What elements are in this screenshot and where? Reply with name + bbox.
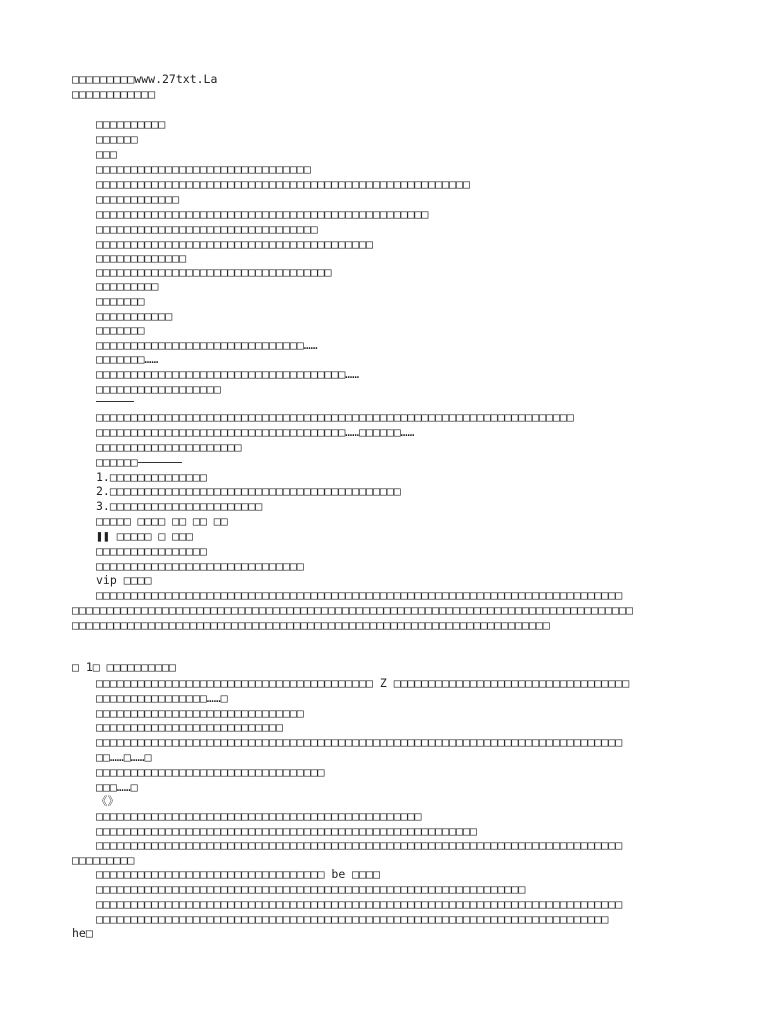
text-line: □□□□□□□□□□□□□□□□□□□□□□□□□□□ — [96, 720, 283, 734]
text-line: □□□□□□□□□□□□□□□□□□□□□□□□□□□□□□□□□□□□□□□□ — [96, 237, 373, 251]
text-line: □□□□□□□□□□□□□□□□□□□□□□□□□□□□□□□□□□□□□□□□□□□□□□□□□□□□□□□□□□□□□□ — [96, 882, 526, 896]
dash-prefix: □□□□□□ — [96, 455, 138, 469]
text-line: □□□□□□□□□ — [96, 279, 159, 293]
doc-header-source: □□□□□□□□□www.27txt.La — [72, 72, 218, 86]
text-line: □□□□□□□□□□□□□□□□□□□□□□□□□□□□□□□ — [96, 162, 311, 176]
text-line: □□□□□□□ — [96, 294, 145, 308]
text-line: □□□□□□□□□□□□□□□□□□□□□□□□□□□□□□□□□□□□…… — [96, 367, 360, 381]
text-line: □□□□□□□ — [96, 323, 145, 337]
text-line-with-dash — [96, 455, 182, 470]
paragraph-line: □□……□……□ — [96, 750, 152, 764]
text-line: □□□□□□□□□□□□□□□□□□□□□□□□□□□□□□□□□□□□□□□□□□□□□□□ — [96, 809, 422, 823]
text-line: □□□□□□□□□□□□ — [96, 192, 180, 206]
dash-rule — [138, 462, 182, 463]
numbered-item: 3.□□□□□□□□□□□□□□□□□□□□□□ — [96, 499, 263, 513]
text-line: □□□□□□□□□□□□□□□□□□□□□□□□□□□□□□□□□□□□□□□□□□□□□□□□□□□□□□□ — [96, 824, 477, 838]
numbered-item: 2.□□□□□□□□□□□□□□□□□□□□□□□□□□□□□□□□□□□□□□□□□□ — [96, 484, 401, 498]
divider-rule — [96, 394, 134, 409]
text-line: □□□□□□□…… — [96, 352, 159, 366]
text-line: □□□□□□□□□□□□□□□□ — [96, 544, 207, 558]
text-line: □□□□□□□□□□□□□□□□□□□□□□□□□□□□□□□□ — [96, 222, 318, 236]
paragraph-line: □□□□□□□□□ — [72, 853, 135, 867]
text-line: □□□□□□□□□□□□□□□□□□□□□□□□□□□□□□□□□□□□□□□□□□□□□□□□□□□□□□ — [96, 177, 470, 191]
text-line: □□□□□□□□□□□□□□□□□□□□□□□□□□□□□□□□□□□□□□□□ Z □□□□□□□□□□□□□□□□□□□□□□□□□□□□□□□□□□ — [96, 676, 630, 690]
text-line: □□□□□□□□□□□□□□□□□□□□□□□□□□□□□□□□□□□□□□□□□□□□□□□□ — [96, 207, 429, 221]
text-line: □□□□□□□□□□ — [96, 117, 166, 131]
paragraph-line: □□□□□□□□□□□□□□□□□□□□□□□□□□□□□□□□□□□□□□□□□□□□□□□□□□□□□□□□□□□□□□□□□□□□□□□□□□ — [96, 912, 609, 926]
text-line: □□□□□□□□□□□□□□□□□□ — [96, 382, 221, 396]
pause-row-text: □□□□□ □ □□□ — [109, 529, 193, 543]
text-line: □□□□□□□□□□□□□□□□□□□□□□□□□□□□□□…… — [96, 338, 318, 352]
text-line: □□□□□□□□□□□□□□□□□□□□□□□□□□□□□□□□□□ — [96, 265, 332, 279]
text-line: □□□ — [96, 147, 117, 161]
numbered-item: 1.□□□□□□□□□□□□□□ — [96, 470, 207, 484]
text-line: □□□□□□□□□□□□□□□□□□□□□□□□□□□□□□ — [96, 559, 304, 573]
text-line: □□□□□□□□□□□□□□□□□□□□□□□□□□□□□□ — [96, 706, 304, 720]
text-line: □□□□□□□□□□□□□□□□□□□□□□□□□□□□□□□□□□□□□□□□□□□□□□□□□□□□□□□□□□□□□□□□□□□□□□□□□□□□ — [96, 897, 623, 911]
paragraph-line: □□□□□□□□□□□□□□□□□□□□□□□□□□□□□□□□□□□□□□□□□□□□□□□□□□□□□□□□□□□□□□□□□□□□□□□□□□□□ — [96, 838, 623, 852]
text-line: □□□□□□□□□□□ — [96, 309, 173, 323]
text-line-vip: vip □□□□ — [96, 573, 152, 587]
doc-header-subtitle: □□□□□□□□□□□□ — [72, 87, 156, 101]
pause-icon: ❚❚ — [96, 529, 110, 543]
paragraph-line: he□ — [72, 926, 93, 940]
text-line: □□□□□□□□□□□□□ — [96, 251, 187, 265]
text-line: □□□□□□□□□□□□□□□□□□□□□□□□□□□□□□□□□□□□□□□□□□□□□□□□□□□□□□□□□□□□□□□□□□□□□ — [96, 410, 574, 424]
paragraph-line: □□□□□□□□□□□□□□□□□□□□□□□□□□□□□□□□□□□□□□□□□□□□□□□□□□□□□□□□□□□□□□□□□□□□□□□□□□□□ — [96, 735, 623, 749]
text-line: □□□□□□ — [96, 132, 138, 146]
paragraph-line: □□□□□□□□□□□□□□□□□□□□□□□□□□□□□□□□□□□□□□□□□□□□□□□□□□□□□□□□□□□□□□□□□□□□□ — [72, 618, 550, 632]
text-line: □□□□□□□□□□□□□□□□□□□□□□□□□□□□□□□□□ — [96, 765, 325, 779]
chapter-title: □ 1□ □□□□□□□□□□ — [72, 660, 176, 674]
paragraph-line: □□□□□□□□□□□□□□□□□□□□□□□□□□□□□□□□□□□□□□□□□□□□□□□□□□□□□□□□□□□□□□□□□□□□□□□□□□□□ — [96, 588, 623, 602]
text-line: □□□□□□□□□□□□□□□□□□□□□□□□□□□□□□□□□□□□……□□□□□□…… — [96, 425, 415, 439]
text-line: □□□□□□□□□□□□□□□□□□□□□ — [96, 440, 242, 454]
text-line: □□□□□ □□□□ □□ □□ □□ — [96, 514, 228, 528]
text-line: □□□□□□□□□□□□□□□□……□ — [96, 691, 228, 705]
text-line: □□□……□ — [96, 780, 138, 794]
text-line: □□□□□□□□□□□□□□□□□□□□□□□□□□□□□□□□□ be □□□□ — [96, 867, 380, 881]
paragraph-line: □□□□□□□□□□□□□□□□□□□□□□□□□□□□□□□□□□□□□□□□□□□□□□□□□□□□□□□□□□□□□□□□□□□□□□□□□□□□□□□□□ — [72, 603, 633, 617]
text-line-pause — [96, 529, 193, 544]
text-line: 《》 — [96, 794, 119, 808]
